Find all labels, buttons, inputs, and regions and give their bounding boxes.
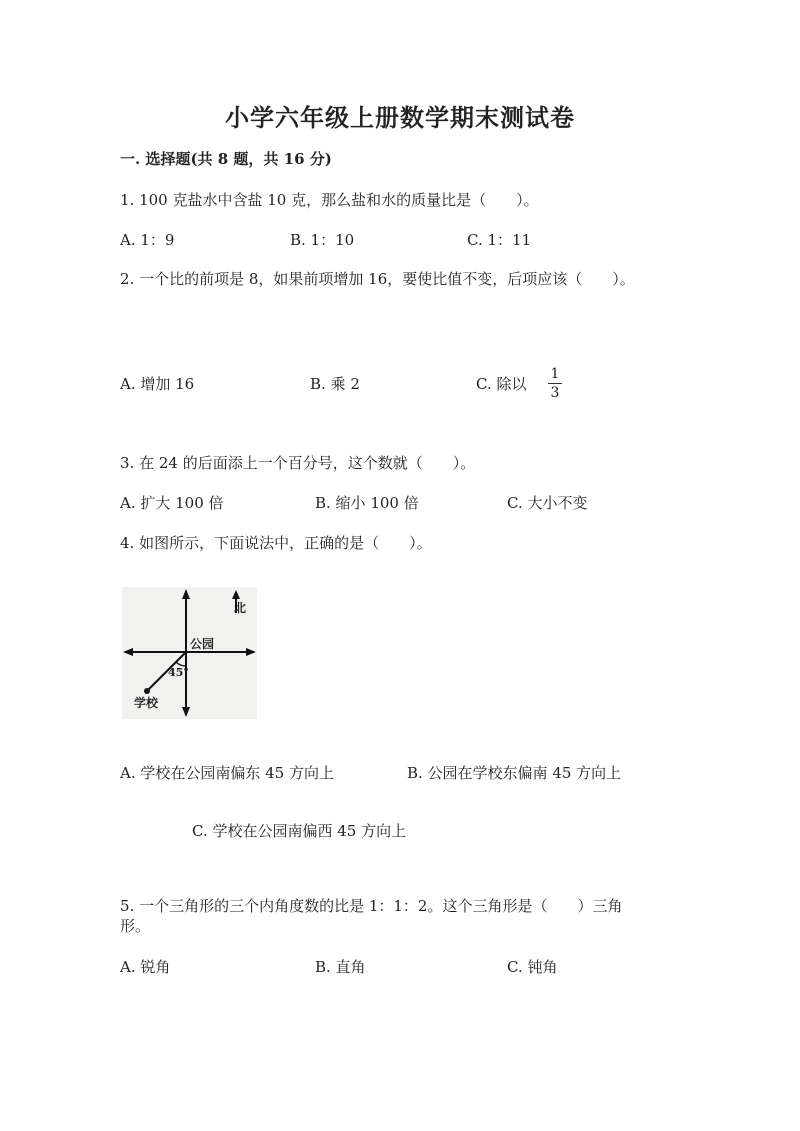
q1-option-c[interactable]: C. 1：11 xyxy=(467,231,532,249)
q3-option-c[interactable]: C. 大小不变 xyxy=(507,494,588,512)
fraction-one-third xyxy=(548,366,562,401)
fraction-denominator: 3 xyxy=(550,385,560,401)
fraction-bar xyxy=(548,383,562,384)
question-5-line-2: 形。 xyxy=(120,917,151,935)
axis-arrow-right xyxy=(246,648,256,656)
north-label: 北 xyxy=(234,601,247,615)
north-arrow-head xyxy=(232,590,240,599)
q4-option-c[interactable]: C. 学校在公园南偏西 45 方向上 xyxy=(192,822,407,840)
q3-option-b[interactable]: B. 缩小 100 倍 xyxy=(315,494,419,512)
q5-option-b[interactable]: B. 直角 xyxy=(315,958,366,976)
q3-option-a[interactable]: A. 扩大 100 倍 xyxy=(120,494,224,512)
q4-option-a[interactable]: A. 学校在公园南偏东 45 方向上 xyxy=(120,764,334,782)
q1-option-b[interactable]: B. 1：10 xyxy=(290,231,355,249)
question-2: 2. 一个比的前项是 8，如果前项增加 16，要使比值不变，后项应该（ ）。 xyxy=(120,270,635,288)
q2-option-a[interactable]: A. 增加 16 xyxy=(120,375,195,393)
direction-figure xyxy=(122,587,257,719)
axis-arrow-left xyxy=(123,648,133,656)
q1-option-a[interactable]: A. 1：9 xyxy=(120,231,175,249)
q5-option-c[interactable]: C. 钝角 xyxy=(507,958,558,976)
question-5-line-1: 5. 一个三角形的三个内角度数的比是 1：1：2。这个三角形是（ ）三角 xyxy=(120,897,623,915)
fraction-numerator: 1 xyxy=(550,366,560,382)
q2-option-c[interactable]: C. 除以 xyxy=(476,375,527,393)
section-heading: 一. 选择题(共 8 题，共 16 分) xyxy=(120,150,332,168)
page-title: 小学六年级上册数学期末测试卷 xyxy=(225,103,575,132)
question-3: 3. 在 24 的后面添上一个百分号，这个数就（ ）。 xyxy=(120,454,476,472)
axis-arrow-down xyxy=(182,707,190,717)
q5-option-a[interactable]: A. 锐角 xyxy=(120,958,171,976)
q4-option-b[interactable]: B. 公园在学校东偏南 45 方向上 xyxy=(407,764,622,782)
q2-option-b[interactable]: B. 乘 2 xyxy=(310,375,360,393)
question-4: 4. 如图所示，下面说法中，正确的是（ ）。 xyxy=(120,534,432,552)
park-label: 公园 xyxy=(190,637,215,651)
axis-arrow-up xyxy=(182,589,190,599)
question-1: 1. 100 克盐水中含盐 10 克，那么盐和水的质量比是（ ）。 xyxy=(120,191,539,209)
angle-label: 45° xyxy=(168,666,189,679)
school-label: 学校 xyxy=(134,696,159,710)
